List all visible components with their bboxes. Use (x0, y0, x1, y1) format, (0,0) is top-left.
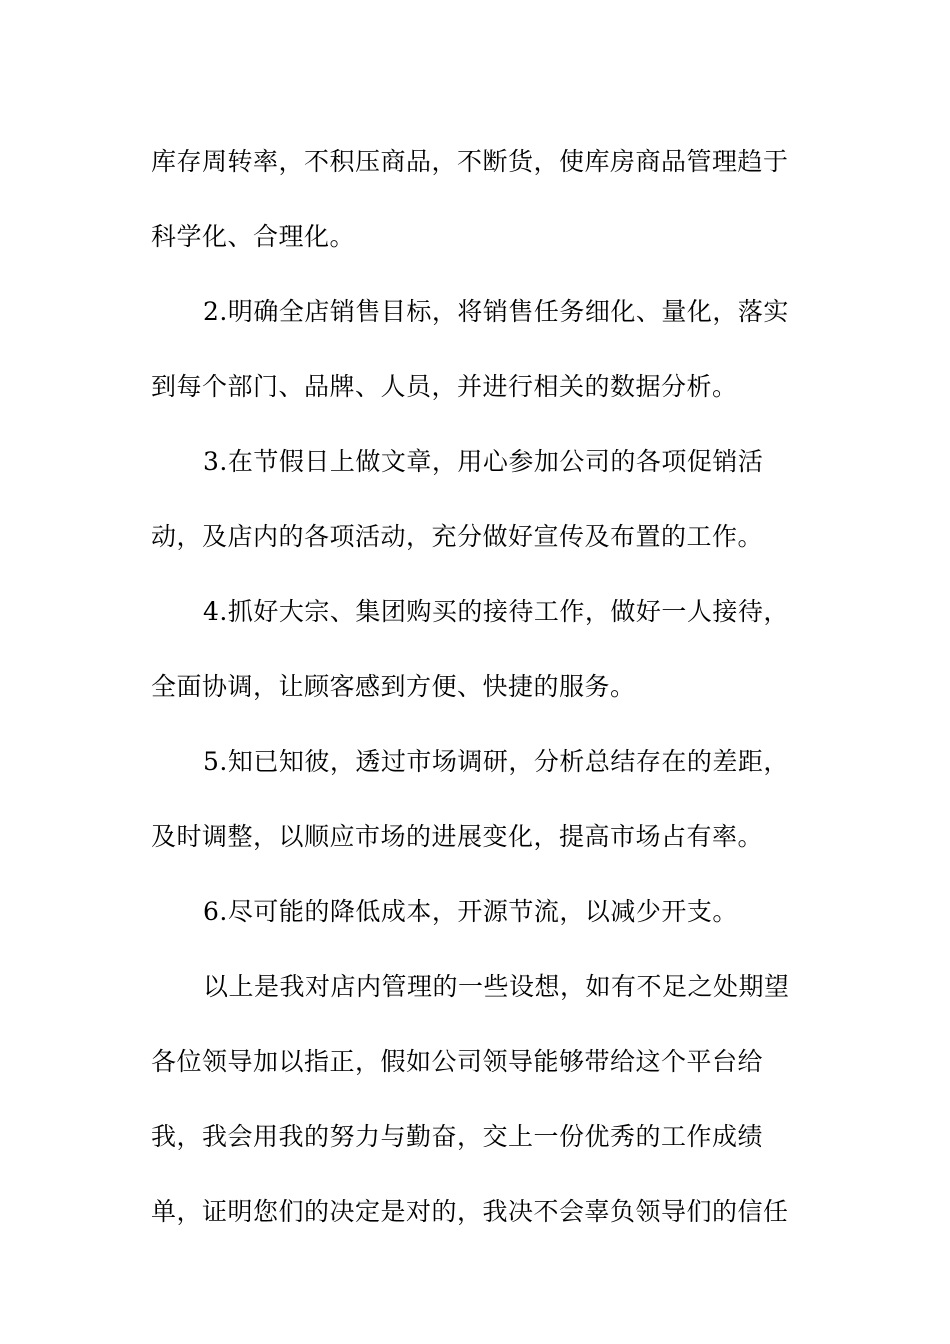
text-line: 到每个部门、品牌、人员，并进行相关的数据分析。 (151, 372, 738, 401)
text-line: 及时调整，以顺应市场的进展变化，提高市场占有率。 (151, 822, 764, 851)
list-item-4: 4.抓好大宗、集团购买的接待工作，做好一人接待， (203, 597, 789, 626)
list-item-2: 2.明确全店销售目标，将销售任务细化、量化，落实 (203, 297, 789, 326)
list-item-5: 5.知已知彼，透过市场调研，分析总结存在的差距， (203, 747, 789, 776)
text-line: 单，证明您们的决定是对的，我决不会辜负领导们的信任 (151, 1197, 789, 1226)
text-line: 我，我会用我的努力与勤奋，交上一份优秀的工作成绩 (151, 1122, 764, 1151)
text-line: 全面协调，让顾客感到方便、快捷的服务。 (151, 672, 636, 701)
list-item-6: 6.尽可能的降低成本，开源节流，以减少开支。 (203, 897, 738, 926)
text-line: 库存周转率，不积压商品，不断货，使库房商品管理趋于 (151, 147, 789, 176)
list-item-3: 3.在节假日上做文章，用心参加公司的各项促销活 (203, 447, 764, 476)
body-text (151, 124, 801, 1249)
text-line: 各位领导加以指正，假如公司领导能够带给这个平台给 (151, 1047, 764, 1076)
closing-paragraph: 以上是我对店内管理的一些设想，如有不足之处期望 (203, 972, 790, 1001)
text-line: 科学化、合理化。 (151, 222, 356, 251)
text-line: 动，及店内的各项活动，充分做好宣传及布置的工作。 (151, 522, 764, 551)
